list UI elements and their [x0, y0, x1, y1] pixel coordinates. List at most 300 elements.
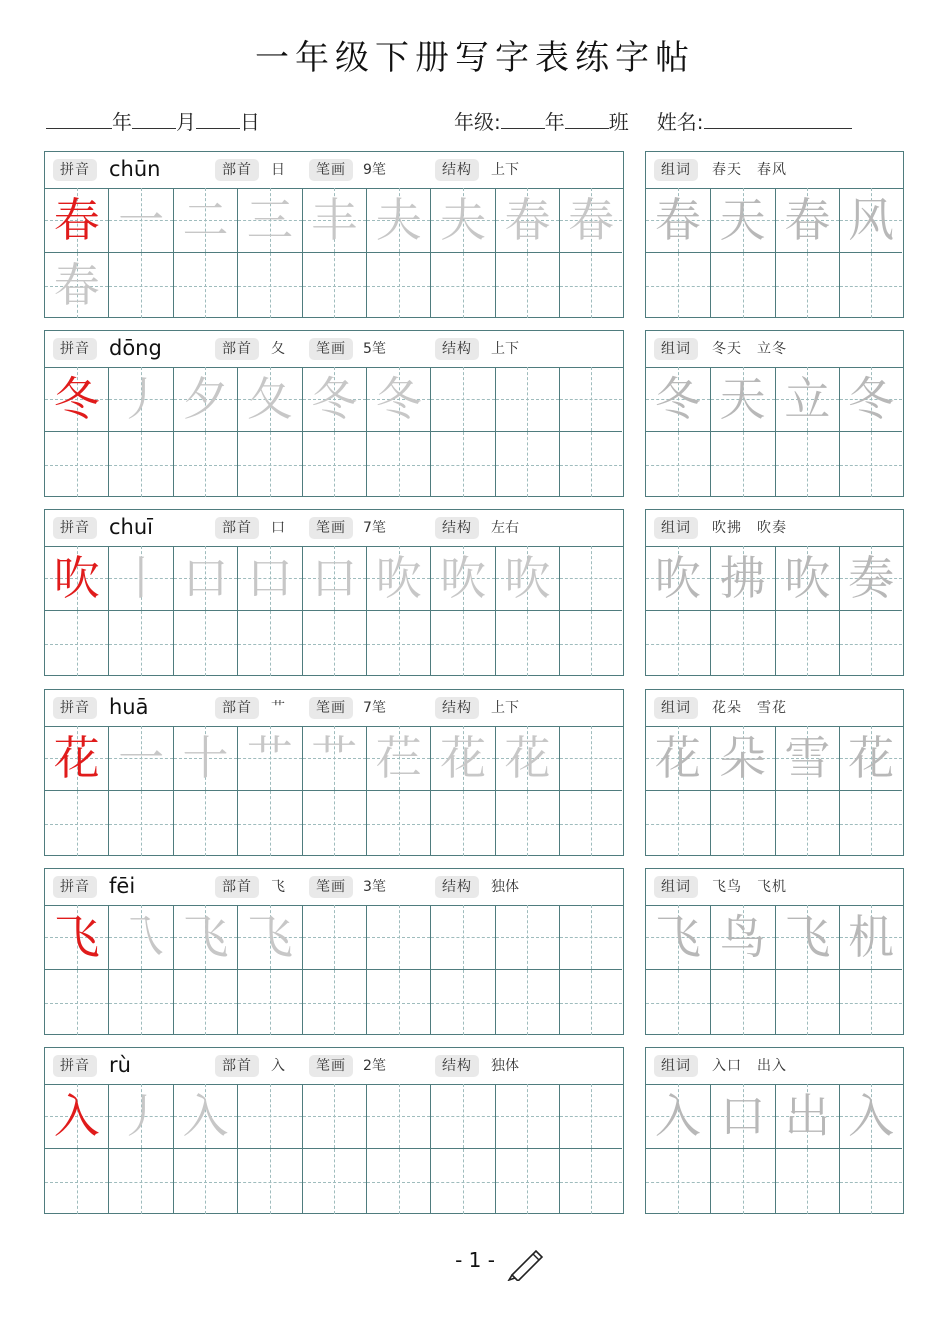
grade-blank[interactable] [501, 110, 545, 129]
practice-character: 朵 [719, 731, 766, 785]
character-card [44, 1047, 624, 1214]
tianzige-cell[interactable] [45, 1149, 109, 1214]
tianzige-cell[interactable] [431, 253, 495, 318]
tianzige-cell[interactable] [496, 367, 560, 432]
year-label: 年 [112, 110, 132, 134]
grid-guide-vertical [591, 432, 592, 497]
tianzige-cell[interactable] [560, 726, 622, 791]
word-cell[interactable] [840, 432, 902, 497]
grid-guide-vertical [205, 970, 206, 1035]
tianzige-cell[interactable] [496, 1149, 560, 1214]
radical-label: 部首 [215, 1055, 259, 1077]
tianzige-cell[interactable] [174, 1149, 238, 1214]
tianzige-cell[interactable] [560, 188, 622, 253]
tianzige-cell[interactable] [238, 188, 302, 253]
word-cell[interactable] [646, 188, 711, 253]
radical-label: 部首 [215, 517, 259, 539]
model-character-cell[interactable] [45, 905, 109, 970]
word-cell[interactable] [646, 1149, 711, 1214]
word-cell[interactable] [776, 905, 841, 970]
grid-guide-vertical [591, 791, 592, 856]
tianzige-cell[interactable] [238, 726, 302, 791]
word-cell[interactable] [776, 367, 841, 432]
tianzige-cell[interactable] [560, 905, 622, 970]
tianzige-cell[interactable] [496, 726, 560, 791]
word-cell[interactable] [646, 253, 711, 318]
word-cell[interactable] [776, 611, 841, 676]
grid-guide-vertical [527, 611, 528, 676]
tianzige-cell[interactable] [367, 367, 431, 432]
word-cell[interactable] [776, 791, 841, 856]
grid-guide-vertical [334, 253, 335, 318]
structure-label: 结构 [435, 338, 479, 360]
tianzige-cell[interactable] [109, 611, 173, 676]
tianzige-cell[interactable] [109, 1149, 173, 1214]
grid-guide-vertical [463, 253, 464, 318]
tianzige-cell[interactable] [174, 905, 238, 970]
practice-character: 三 [246, 193, 293, 247]
word-card [645, 689, 904, 856]
practice-character: 春 [654, 193, 701, 247]
structure-value: 独体 [491, 1058, 519, 1074]
word-cell[interactable] [711, 367, 776, 432]
grid-guide-vertical [678, 432, 679, 497]
grid-guide-vertical [463, 611, 464, 676]
grid-guide-vertical [270, 432, 271, 497]
grid-guide-vertical [527, 253, 528, 318]
structure-label: 结构 [435, 517, 479, 539]
day-blank[interactable] [196, 110, 240, 129]
word-cell[interactable] [711, 1149, 776, 1214]
grid-guide-vertical [141, 1149, 142, 1214]
tianzige-cell[interactable] [109, 1084, 173, 1149]
word-cell[interactable] [646, 546, 711, 611]
tianzige-cell[interactable] [367, 188, 431, 253]
tianzige-cell[interactable] [303, 970, 367, 1035]
word-card [645, 868, 904, 1035]
tianzige-cell[interactable] [45, 970, 109, 1035]
grid-guide-vertical [527, 1149, 528, 1214]
word-cell[interactable] [840, 546, 902, 611]
tianzige-cell[interactable] [431, 726, 495, 791]
tianzige-cell[interactable] [431, 367, 495, 432]
practice-character: 拂 [719, 551, 766, 605]
pinyin-value: huā [109, 695, 149, 719]
tianzige-cell[interactable] [303, 432, 367, 497]
practice-character: 天 [719, 372, 766, 426]
word-cell[interactable] [776, 970, 841, 1035]
practice-character: 风 [848, 193, 895, 247]
tianzige-cell[interactable] [367, 546, 431, 611]
pinyin-value: fēi [109, 874, 136, 898]
word-card-header [646, 690, 903, 727]
strokes-label: 笔画 [309, 697, 353, 719]
practice-character: 冬 [654, 372, 701, 426]
word-cell[interactable] [711, 611, 776, 676]
grid-guide-vertical [591, 611, 592, 676]
practice-character: 花 [504, 731, 551, 785]
grid-guide-vertical [77, 1149, 78, 1214]
grid-guide-vertical [205, 611, 206, 676]
word-cell[interactable] [840, 611, 902, 676]
practice-character: 二 [182, 193, 229, 247]
tianzige-cell[interactable] [431, 905, 495, 970]
tianzige-cell[interactable] [496, 546, 560, 611]
grid-guide-vertical [334, 611, 335, 676]
grid-guide-vertical [807, 253, 808, 318]
radical-value: 夂 [271, 341, 285, 357]
grid-guide-vertical [141, 432, 142, 497]
tianzige-cell[interactable] [174, 432, 238, 497]
tianzige-cell[interactable] [174, 611, 238, 676]
practice-character: 夂 [246, 372, 293, 426]
practice-character: 夕 [182, 372, 229, 426]
practice-character: 飞 [246, 910, 293, 964]
word-cell[interactable] [776, 1084, 841, 1149]
grid-guide-vertical [399, 1149, 400, 1214]
words-value: 春天 春风 [712, 162, 787, 178]
tianzige-cell[interactable] [238, 791, 302, 856]
character-card [44, 509, 624, 676]
grid-guide-vertical [399, 432, 400, 497]
character-card [44, 330, 624, 497]
tianzige-cell[interactable] [174, 791, 238, 856]
word-cell[interactable] [711, 253, 776, 318]
year-blank[interactable] [46, 110, 112, 129]
character-card-header [45, 331, 623, 368]
tianzige-cell[interactable] [303, 905, 367, 970]
word-cell[interactable] [711, 905, 776, 970]
tianzige-cell[interactable] [367, 432, 431, 497]
practice-character: 吹 [654, 551, 701, 605]
tianzige-cell[interactable] [367, 611, 431, 676]
tianzige-cell[interactable] [431, 1084, 495, 1149]
practice-character: 丨 [118, 551, 165, 605]
grid-guide-vertical [527, 367, 528, 431]
strokes-label: 笔画 [309, 876, 353, 898]
tianzige-cell[interactable] [560, 546, 622, 611]
tianzige-cell[interactable] [431, 611, 495, 676]
grid-guide-vertical [743, 970, 744, 1035]
tianzige-cell[interactable] [238, 1084, 302, 1149]
tianzige-cell[interactable] [303, 791, 367, 856]
word-cell[interactable] [840, 367, 902, 432]
word-card-header [646, 510, 903, 547]
word-card-header [646, 152, 903, 189]
tianzige-cell[interactable] [367, 905, 431, 970]
word-cell[interactable] [776, 726, 841, 791]
grid-guide-vertical [334, 432, 335, 497]
word-cell[interactable] [840, 188, 902, 253]
word-cell[interactable] [840, 791, 902, 856]
tianzige-cell[interactable] [109, 791, 173, 856]
word-cell[interactable] [711, 726, 776, 791]
tianzige-cell[interactable] [238, 432, 302, 497]
pinyin-label: 拼音 [53, 159, 97, 181]
word-cell[interactable] [646, 1084, 711, 1149]
tianzige-cell[interactable] [560, 432, 622, 497]
word-cell[interactable] [711, 1084, 776, 1149]
pinyin-value: chūn [109, 157, 161, 181]
name-label: 姓名: [656, 110, 704, 134]
word-cell[interactable] [711, 188, 776, 253]
tianzige-cell[interactable] [560, 611, 622, 676]
tianzige-cell[interactable] [496, 970, 560, 1035]
grid-guide-vertical [527, 1084, 528, 1148]
practice-character: 花 [654, 731, 701, 785]
grid-guide-vertical [270, 1084, 271, 1148]
tianzige-cell[interactable] [174, 253, 238, 318]
words-label: 组词 [654, 697, 698, 719]
grid-guide-vertical [77, 791, 78, 856]
word-cell[interactable] [646, 367, 711, 432]
month-label: 月 [176, 110, 196, 134]
grade-year-label: 年 [544, 110, 565, 134]
tianzige-cell[interactable] [174, 546, 238, 611]
grid-guide-vertical [399, 791, 400, 856]
tianzige-cell[interactable] [367, 970, 431, 1035]
grid-guide-vertical [463, 1084, 464, 1148]
tianzige-cell[interactable] [238, 253, 302, 318]
strokes-label: 笔画 [309, 159, 353, 181]
tianzige-cell[interactable] [174, 726, 238, 791]
practice-character: 花 [440, 731, 487, 785]
practice-character: 春 [504, 193, 551, 247]
tianzige-cell[interactable] [496, 791, 560, 856]
practice-character: 冬 [375, 372, 422, 426]
tianzige-cell[interactable] [238, 367, 302, 432]
model-character-cell[interactable] [45, 1084, 109, 1149]
tianzige-cell[interactable] [303, 1149, 367, 1214]
class-blank[interactable] [565, 110, 609, 129]
grid-guide-vertical [205, 253, 206, 318]
character-card [44, 868, 624, 1035]
grid-guide-vertical [591, 367, 592, 431]
tianzige-cell[interactable] [174, 1084, 238, 1149]
tianzige-cell[interactable] [496, 611, 560, 676]
tianzige-cell[interactable] [431, 188, 495, 253]
tianzige-cell[interactable] [174, 970, 238, 1035]
tianzige-cell[interactable] [109, 432, 173, 497]
words-value: 冬天 立冬 [712, 341, 787, 357]
words-value: 入口 出入 [712, 1058, 787, 1074]
practice-character: 冬 [848, 372, 895, 426]
pinyin-label: 拼音 [53, 1055, 97, 1077]
character-card-header [45, 1048, 623, 1085]
character-card-header [45, 510, 623, 547]
tianzige-cell[interactable] [367, 726, 431, 791]
practice-character: 春 [53, 258, 100, 312]
practice-character: 出 [784, 1089, 831, 1143]
practice-character: 口 [182, 551, 229, 605]
word-cell[interactable] [711, 432, 776, 497]
word-card [645, 1047, 904, 1214]
tianzige-cell[interactable] [560, 253, 622, 318]
structure-label: 结构 [435, 1055, 479, 1077]
grid-guide-vertical [399, 905, 400, 969]
grid-guide-vertical [205, 432, 206, 497]
tianzige-cell[interactable] [560, 1149, 622, 1214]
word-cell[interactable] [776, 188, 841, 253]
practice-character: 丰 [311, 193, 358, 247]
tianzige-cell[interactable] [109, 970, 173, 1035]
tianzige-cell[interactable] [45, 791, 109, 856]
tianzige-cell[interactable] [174, 188, 238, 253]
practice-character: 艹 [246, 731, 293, 785]
tianzige-cell[interactable] [367, 1084, 431, 1149]
tianzige-cell[interactable] [560, 367, 622, 432]
grid-guide-vertical [807, 970, 808, 1035]
tianzige-cell[interactable] [303, 1084, 367, 1149]
name-blank[interactable] [704, 110, 852, 129]
practice-character: 十 [182, 731, 229, 785]
word-cell[interactable] [711, 970, 776, 1035]
grid-guide-vertical [399, 1084, 400, 1148]
practice-character: 春 [53, 193, 100, 247]
tianzige-cell[interactable] [109, 905, 173, 970]
grid-guide-vertical [871, 611, 872, 676]
grid-guide-vertical [205, 791, 206, 856]
tianzige-cell[interactable] [496, 905, 560, 970]
grid-guide-vertical [871, 970, 872, 1035]
student-line [454, 106, 852, 135]
grid-guide-vertical [743, 791, 744, 856]
word-cell[interactable] [776, 546, 841, 611]
word-cell[interactable] [776, 1149, 841, 1214]
tianzige-cell[interactable] [238, 546, 302, 611]
word-cell[interactable] [776, 432, 841, 497]
tianzige-cell[interactable] [238, 611, 302, 676]
word-cell[interactable] [646, 726, 711, 791]
tianzige-cell[interactable] [431, 1149, 495, 1214]
tianzige-cell[interactable] [496, 432, 560, 497]
word-cell[interactable] [840, 1084, 902, 1149]
grid-guide-vertical [334, 791, 335, 856]
tianzige-cell[interactable] [496, 1084, 560, 1149]
model-character-cell[interactable] [45, 367, 109, 432]
month-blank[interactable] [132, 110, 176, 129]
tianzige-cell[interactable] [431, 791, 495, 856]
grid-guide-vertical [270, 611, 271, 676]
tianzige-cell[interactable] [238, 1149, 302, 1214]
character-card-header [45, 152, 623, 189]
model-character-cell[interactable] [45, 188, 109, 253]
words-value: 飞鸟 飞机 [712, 879, 787, 895]
practice-character: 飞 [182, 910, 229, 964]
tianzige-cell[interactable] [109, 367, 173, 432]
pinyin-value: dōng [109, 336, 162, 360]
practice-character: 艹 [311, 731, 358, 785]
grid-guide-vertical [463, 791, 464, 856]
word-cell[interactable] [711, 546, 776, 611]
model-character-cell[interactable] [45, 546, 109, 611]
word-cell[interactable] [840, 905, 902, 970]
model-character-cell[interactable] [45, 726, 109, 791]
practice-character: 花 [53, 731, 100, 785]
tianzige-cell[interactable] [303, 253, 367, 318]
word-cell[interactable] [646, 970, 711, 1035]
tianzige-cell[interactable] [238, 970, 302, 1035]
radical-label: 部首 [215, 697, 259, 719]
tianzige-cell[interactable] [560, 791, 622, 856]
tianzige-cell[interactable] [303, 611, 367, 676]
practice-character: 乁 [118, 910, 165, 964]
tianzige-cell[interactable] [109, 188, 173, 253]
pinyin-value: chuī [109, 515, 153, 539]
tianzige-cell[interactable] [303, 188, 367, 253]
word-cell[interactable] [646, 611, 711, 676]
practice-character: 吹 [375, 551, 422, 605]
tianzige-cell[interactable] [560, 1084, 622, 1149]
grid-guide-vertical [743, 253, 744, 318]
word-cell[interactable] [646, 432, 711, 497]
tianzige-cell[interactable] [496, 253, 560, 318]
tianzige-cell[interactable] [303, 726, 367, 791]
word-cell[interactable] [711, 791, 776, 856]
tianzige-cell[interactable] [45, 611, 109, 676]
tianzige-cell[interactable] [109, 546, 173, 611]
tianzige-cell[interactable] [303, 367, 367, 432]
practice-character: 入 [182, 1089, 229, 1143]
tianzige-cell[interactable] [303, 546, 367, 611]
tianzige-cell[interactable] [431, 432, 495, 497]
word-cell[interactable] [840, 970, 902, 1035]
pinyin-label: 拼音 [53, 697, 97, 719]
grid-guide-vertical [807, 1149, 808, 1214]
tianzige-cell[interactable] [238, 905, 302, 970]
grid-guide-vertical [141, 253, 142, 318]
grid-guide-vertical [77, 611, 78, 676]
tianzige-cell[interactable] [367, 1149, 431, 1214]
grid-guide-vertical [807, 791, 808, 856]
practice-character: 口 [311, 551, 358, 605]
tianzige-cell[interactable] [109, 726, 173, 791]
tianzige-cell[interactable] [45, 253, 109, 318]
word-cell[interactable] [776, 253, 841, 318]
tianzige-cell[interactable] [174, 367, 238, 432]
word-cell[interactable] [840, 726, 902, 791]
tianzige-cell[interactable] [367, 791, 431, 856]
grid-guide-vertical [807, 611, 808, 676]
grid-guide-vertical [871, 253, 872, 318]
radical-label: 部首 [215, 159, 259, 181]
strokes-value: 5笔 [363, 341, 386, 357]
date-line [46, 106, 260, 135]
word-cell[interactable] [646, 905, 711, 970]
words-label: 组词 [654, 338, 698, 360]
grid-guide-vertical [77, 432, 78, 497]
word-cell[interactable] [840, 253, 902, 318]
grid-guide-vertical [743, 611, 744, 676]
tianzige-cell[interactable] [45, 432, 109, 497]
tianzige-cell[interactable] [109, 253, 173, 318]
practice-character: 夫 [440, 193, 487, 247]
practice-character: 吹 [784, 551, 831, 605]
tianzige-cell[interactable] [431, 970, 495, 1035]
tianzige-cell[interactable] [560, 970, 622, 1035]
practice-character: 芢 [375, 731, 422, 785]
tianzige-cell[interactable] [431, 546, 495, 611]
radical-value: 艹 [271, 700, 285, 716]
tianzige-cell[interactable] [496, 188, 560, 253]
word-cell[interactable] [840, 1149, 902, 1214]
practice-character: 机 [848, 910, 895, 964]
tianzige-cell[interactable] [367, 253, 431, 318]
strokes-label: 笔画 [309, 1055, 353, 1077]
word-cell[interactable] [646, 791, 711, 856]
practice-character: 口 [246, 551, 293, 605]
grid-guide-vertical [527, 432, 528, 497]
